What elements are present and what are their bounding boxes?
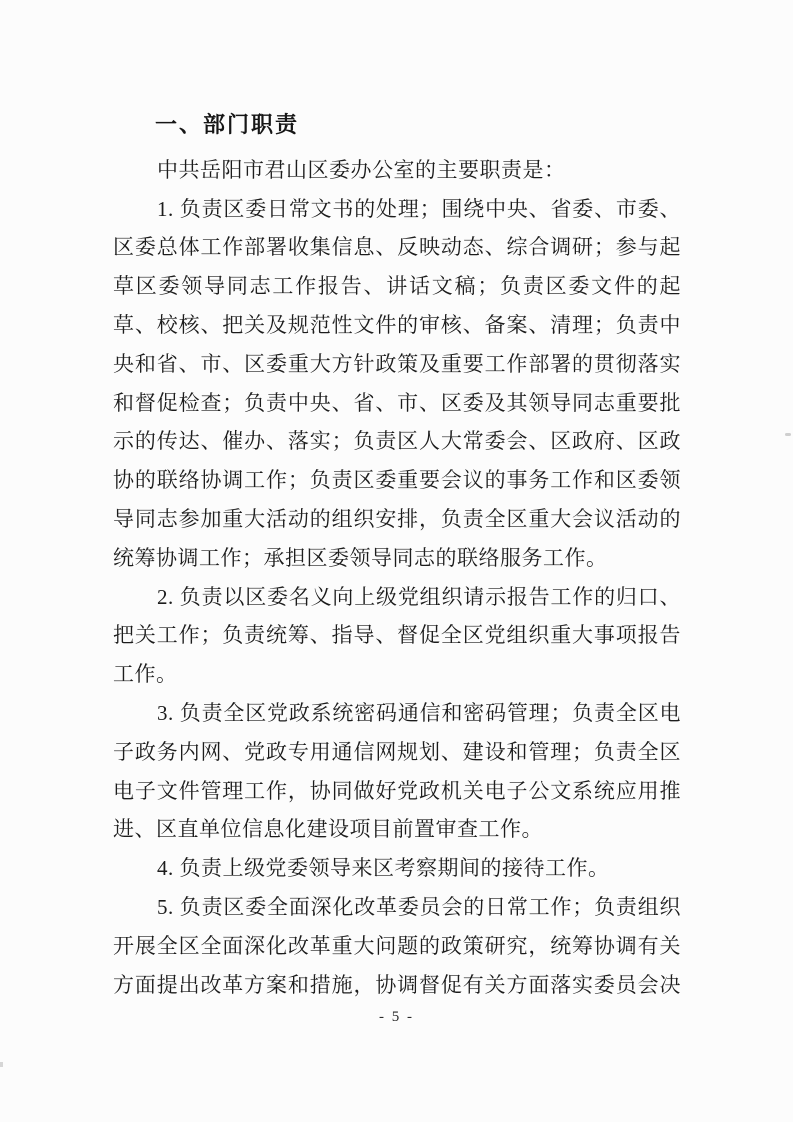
- text-line: 草区委领导同志工作报告、讲话文稿；负责区委文件的起: [113, 274, 681, 299]
- page-number: - 5 -: [379, 1009, 414, 1025]
- text-line: 5. 负责区委全面深化改革委员会的日常工作；负责组织: [157, 894, 681, 919]
- text-line: 示的传达、催办、落实；负责区人大常委会、区政府、区政: [113, 429, 681, 454]
- text-line: 央和省、市、区委重大方针政策及重要工作部署的贯彻落实: [113, 351, 681, 376]
- text-line: 2. 负责以区委名义向上级党组织请示报告工作的归口、: [157, 584, 681, 609]
- intro-line: 中共岳阳市君山区委办公室的主要职责是：: [157, 157, 566, 182]
- text-line: 工作。: [113, 662, 178, 687]
- document-paragraphs: [113, 190, 681, 1005]
- text-line: 区委总体工作部署收集信息、反映动态、综合调研；参与起: [113, 235, 681, 260]
- section-title: 一、部门职责: [155, 112, 300, 137]
- text-line: 电子文件管理工作，协同做好党政机关电子公文系统应用推: [113, 778, 681, 803]
- text-line: 导同志参加重大活动的组织安排，负责全区重大会议活动的: [113, 506, 681, 531]
- text-line: 进、区直单位信息化建设项目前置审查工作。: [113, 817, 543, 842]
- text-line: 统筹协调工作；承担区委领导同志的联络服务工作。: [113, 545, 608, 570]
- scan-artifact: [785, 433, 791, 436]
- text-line: 开展全区全面深化改革重大问题的政策研究，统筹协调有关: [113, 933, 681, 958]
- text-line: 方面提出改革方案和措施，协调督促有关方面落实委员会决: [113, 972, 681, 997]
- text-line: 1. 负责区委日常文书的处理；围绕中央、省委、市委、: [157, 196, 681, 221]
- text-line: 草、校核、把关及规范性文件的审核、备案、清理；负责中: [113, 312, 681, 337]
- text-line: 3. 负责全区党政系统密码通信和密码管理；负责全区电: [157, 700, 681, 725]
- text-line: 协的联络协调工作；负责区委重要会议的事务工作和区委领: [113, 468, 681, 493]
- text-line: 子政务内网、党政专用通信网规划、建设和管理；负责全区: [113, 739, 681, 764]
- text-line: 和督促检查；负责中央、省、市、区委及其领导同志重要批: [113, 390, 681, 415]
- text-line: 4. 负责上级党委领导来区考察期间的接待工作。: [157, 856, 610, 881]
- document-content: [113, 106, 681, 1004]
- scan-artifact: [0, 1062, 3, 1067]
- text-line: 把关工作；负责统筹、指导、督促全区党组织重大事项报告: [113, 623, 681, 648]
